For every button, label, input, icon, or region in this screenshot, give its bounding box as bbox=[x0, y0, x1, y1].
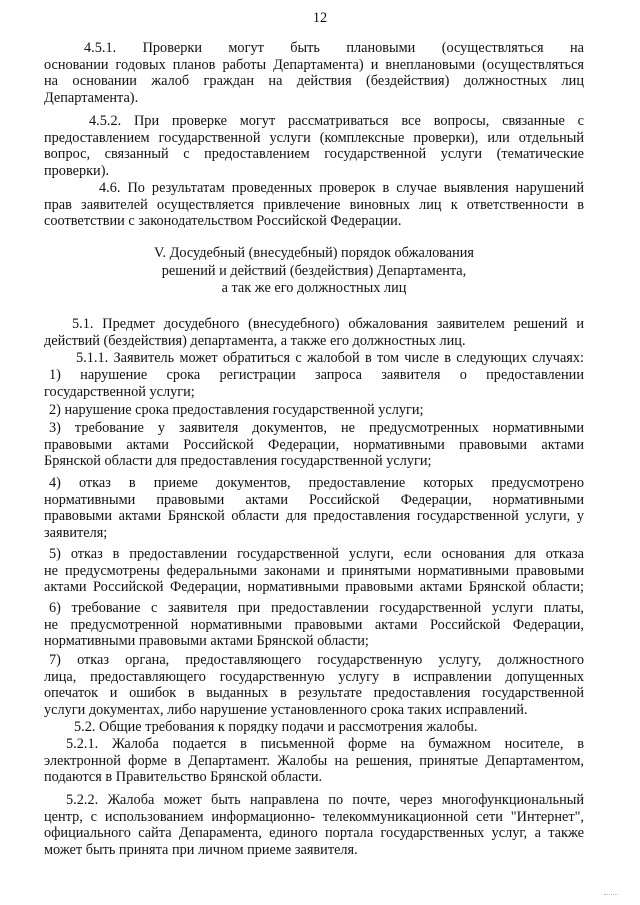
text-line: услуги документах, либо нарушение установленного срока таких исправлений. bbox=[44, 701, 528, 718]
paragraph-4-6 bbox=[44, 180, 584, 230]
text-line: может быть принята при личном приеме заявителя. bbox=[44, 841, 358, 858]
text-line: правовыми актами Брянской области для предоставления государственной услуги, у bbox=[44, 508, 584, 525]
text-line: не предусмотрены федеральными законами и принятыми нормативными правовыми bbox=[44, 562, 584, 579]
list-item-4 bbox=[44, 475, 584, 541]
text-line: заявителя; bbox=[44, 524, 108, 541]
text-line: электронной форме в Департамент. Жалобы на решения, принятые Департаментом, bbox=[44, 752, 584, 769]
text-line: Департамента). bbox=[44, 89, 139, 106]
list-item-5 bbox=[44, 546, 584, 596]
text-line: 4.5.2. При проверке могут рассматриваться все вопросы, связанные с bbox=[89, 113, 584, 129]
text-line: 4.6. По результатам проведенных проверок в случае выявления нарушений bbox=[99, 180, 584, 196]
paragraph-5-2-1 bbox=[44, 736, 584, 786]
text-line: вопрос, связанный с предоставлением государственной услуги (тематические bbox=[44, 146, 584, 163]
text-line: 4.5.1. Проверки могут быть плановыми (осуществляться на bbox=[84, 40, 584, 56]
paragraph-5-1-1 bbox=[44, 350, 584, 367]
paragraph-5-2 bbox=[44, 719, 584, 736]
text-line: соответствии с законодательством Российской Федерации. bbox=[44, 213, 402, 230]
text-line: правовыми актами Российской Федерации, нормативными правовыми актами bbox=[44, 436, 584, 453]
text-line: 5.2. Общие требования к порядку подачи и рассмотрения жалобы. bbox=[74, 719, 478, 735]
paragraph-4-5-2 bbox=[44, 113, 584, 179]
paragraph-4-5-1 bbox=[44, 40, 584, 106]
text-line: официального сайта Депараментa, единого портала государственных услуг, а также bbox=[44, 825, 584, 842]
text-line: центр, с использованием информационно- телекоммуникационной сети "Интернет", bbox=[44, 808, 584, 825]
text-line: 7) отказ органа, предоставляющего государственную услугу, должностного bbox=[49, 652, 584, 668]
text-line: проверки). bbox=[44, 162, 110, 179]
heading-line: решений и действий (бездействия) Департамента, bbox=[161, 262, 467, 279]
text-line: опечаток и ошибок в выданных в результате предоставления государственной bbox=[44, 685, 584, 702]
list-item-7 bbox=[44, 652, 584, 718]
text-line: 4) отказ в приеме документов, предоставление которых предусмотрено bbox=[49, 475, 584, 491]
text-line: основании годовых планов работы Департамента) и внеплановыми (осуществляться bbox=[44, 56, 584, 73]
text-line: 6) требование с заявителя при предоставлении государственной услуги платы, bbox=[49, 600, 584, 616]
text-line: 5.2.2. Жалоба может быть направлена по почте, через многофункциональный bbox=[66, 792, 584, 808]
text-line: 2) нарушение срока предоставления государственной услуги; bbox=[49, 402, 424, 418]
text-line: на основании жалоб граждан на действия (бездействия) должностных лиц bbox=[44, 73, 584, 90]
text-line: подаются в Правительство Брянской области. bbox=[44, 769, 323, 786]
list-item-6 bbox=[44, 600, 584, 650]
text-line: действий (бездействия) департамента, а также его должностных лиц. bbox=[44, 332, 466, 349]
heading-line: а так же его должностных лиц bbox=[221, 280, 407, 296]
text-line: государственной услуги; bbox=[44, 383, 195, 400]
section-v-heading bbox=[44, 245, 584, 298]
scan-artifact-mark bbox=[604, 891, 618, 897]
text-line: 5.2.1. Жалоба подается в письменной форме на бумажном носителе, в bbox=[66, 736, 584, 752]
text-line: нормативными правовыми актами Брянской области; bbox=[44, 633, 369, 650]
page-number: 12 bbox=[312, 10, 328, 26]
text-line: лица, предоставляющего государственную услугу в исправлении допущенных bbox=[44, 668, 584, 685]
text-line: 5) отказ в предоставлении государственной услуги, если основания для отказа bbox=[49, 546, 584, 562]
heading-line: V. Досудебный (внесудебный) порядок обжалования bbox=[153, 245, 475, 261]
list-item-3 bbox=[44, 420, 584, 470]
text-line: актами Российской Федерации, нормативными правовыми актами Брянской области; bbox=[44, 579, 584, 596]
text-line: 3) требование у заявителя документов, не предусмотренных нормативными bbox=[49, 420, 584, 436]
text-line: не предусмотренной нормативными правовыми актами Российской Федерации, bbox=[44, 616, 584, 633]
paragraph-5-1 bbox=[44, 316, 584, 349]
paragraph-5-2-2 bbox=[44, 792, 584, 858]
text-line: Брянской области для предоставления государственной услуги; bbox=[44, 453, 432, 470]
text-line: предоставлением государственной услуги (комплексные проверки), или отдельный bbox=[44, 129, 584, 146]
text-line: 1) нарушение срока регистрации запроса заявителя о предоставлении bbox=[49, 367, 584, 383]
text-line: нормативными правовыми актами Российской Федерации, нормативными bbox=[44, 491, 584, 508]
text-line: 5.1. Предмет досудебного (внесудебного) обжалования заявителем решений и bbox=[72, 316, 584, 332]
text-line: 5.1.1. Заявитель может обратиться с жалобой в том числе в следующих случаях: bbox=[76, 350, 584, 366]
list-item-1 bbox=[44, 367, 584, 400]
text-line: прав заявителей осуществляется привлечение виновных лиц к ответственности в bbox=[44, 196, 584, 213]
list-item-2 bbox=[44, 402, 584, 419]
